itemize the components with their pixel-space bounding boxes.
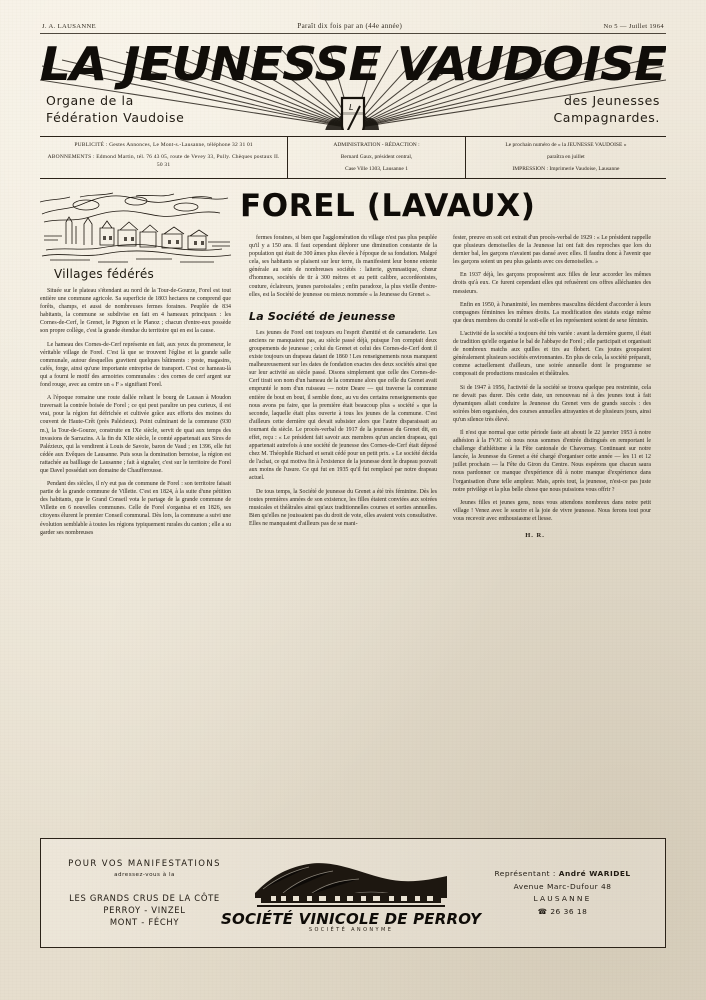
slug-left: J. A. LAUSANNE — [42, 23, 96, 30]
advert-brand-line3: MONT - FÉCHY — [109, 916, 180, 927]
paragraph: De tous temps, la Société de jeunesse du Grenet a été très féminine. Dès les toutes premières années de son existence, les filles étaient conviées aux soirées musicales et théâtrales ainsi qu'aux traditionnelles courses et sorties annuelles. Bien qu'elles ne jouissaient pas du droit de vote, elles avaient voix consultative. Elles ne manquaient d'ailleurs pas de se mani- — [249, 488, 437, 527]
page-title: LA JEUNESSE VAUDOISE — [40, 38, 666, 91]
village-landscape-engraving-icon — [40, 188, 233, 266]
paragraph: Située sur le plateau s'étendant au nord de la Tour-de-Gourze, Forel est tout entière une commune agricole. Sa superficie de 1803 hectares ne comprend que forêts, champs, et aussi de nombreuses fermes foraines. Peuplée de 834 habitants, la commune se subdivise en fait en 4 hameaux principaux : les Cornes-de-Cerf, le Grenet, le Pignon et le Planoz ; chacun d'entre-eux possède son propre collège, c'est la grande étendue du territoire qui en est la cause. — [40, 288, 231, 335]
paragraph: A l'époque romaine une route dallée reliant le bourg de Lausan à Moudon traversait la contrée boisée de Forel ; ce qui peut paraître un peu curieux, il est vrai, pour la région fut défrichée et cultivée grâce aux efforts des moines du couvent de Haute-Crêt (près Palézieux). Point culminant de la commune (930 m.), la Tour-de-Gourze, construite en IXe siècle, servit de quai aux temps des invasions de Sarrazins. A la fin du XIIe siècle, le comté appartenait aux Sires de Palézieux, qui la vendirent à Louis de Savoie, baron de Vaud ; en 1396, elle fut cédée aux Evêques de Lausanne. Puis sous la domination bernoise, la région est rattachée au bailliage de Lausanne ; fait à signaler, c'est sur le territoire de Forel que Davel possédait son domaine de Chaufferousse. — [40, 395, 231, 474]
paragraph: Pendant des siècles, il n'y eut pas de commune de Forel : son territoire faisait partie de la grande commune de Villette. C'est en 1824, à la suite d'une pétition des habitants, que le Grand Conseil vota le partage de la grande commune de Villette en 6 nouvelles communes. Celle de Forel s'organisa et en 1826, ses citoyens élurent le premier Conseil communal. Dès lors, la commune a suivi une évolution semblable à toutes les régions typiquement rurales du canton ; elle a su garder ses nombreuses — [40, 481, 231, 536]
advert-rep-street: Avenue Marc-Dufour 48 — [513, 881, 612, 891]
notice-line3: IMPRESSION : Imprimerie Vaudoise, Lausanne — [512, 166, 620, 172]
paragraph: En 1937 déjà, les garçons proposèrent aux filles de leur accorder les mêmes droits qu'à eux. Ce furent cependant elles qui refusèrent ces offres alléchantes des messieurs. — [453, 272, 651, 295]
info-box-publicite — [40, 137, 288, 178]
headline-wrap — [240, 190, 651, 223]
paragraph: Il n'est que normal que cette période faste ait abouti le 22 janvier 1953 à notre adhésion à la FVJC où nous nous sommes d'entrée distingués en remportant le challenge d'athlétisme à la Fête cantonale de Chavornay. Continuant sur notre lancée, la Jeunesse du Grenet a été chargé d'organiser cette année — les 11 et 12 juillet prochain — la Fête du Giron du Centre. Nous espérons que chacun saura nous pardonner ce manque d'expérience dû à notre manque d'expérience dans l'organisation d'une telle ampleur. Mais, après tout, la jeunesse, n'est-ce pas juste notre privilège et la plus belle chose que nous puissions vous offrir ? — [453, 429, 651, 493]
svg-text:L: L — [349, 103, 354, 112]
advert-rep-phone: 26 36 18 — [550, 906, 588, 916]
slug-line — [40, 22, 666, 33]
subtitle-left-line1: Organe de la — [46, 93, 134, 108]
notice-line1: Le prochain numéro de « la JEUNESSE VAUDOISE » — [505, 142, 627, 148]
article-signature: H. R. — [525, 532, 545, 539]
masthead-subtitle-row — [40, 92, 666, 126]
subtitle-right-line2: Campagnardes. — [553, 110, 660, 125]
paragraph: Enfin en 1950, à l'unanimité, les membres masculins décident d'accorder à leurs compagnes féminines les mêmes droits. La modification des statuts exige même que deux membres du comité le soit-elle et les représentent soient de sexe féminin. — [453, 301, 651, 324]
advert-rep-phone-line — [460, 906, 665, 919]
advert-brand-lines — [47, 892, 242, 928]
subtitle-left-line2: Fédération Vaudoise — [46, 110, 185, 125]
illustration-caption: Villages fédérés — [54, 267, 155, 281]
paragraph: Le hameau des Cornes-de-Cerf représente en fait, aux yeux du promeneur, le véritable village de Forel. C'est là que se trouvent l'église et la grande salle communale, autour desquelles gravitent quelques bâtiments : poste, magasins, cafés, forge, ainsi qu'une importante entreprise de transport. C'est ce hameau-là qui a fourni le motif des armoiries communales : des cornes de cerf argent sur fond rouge, avec au centre un « F » signifiant Forel. — [40, 341, 231, 389]
masthead — [40, 38, 666, 130]
paragraph: Jeunes filles et jeunes gens, nous vous attendons nombreux dans notre petit village ! Venez avec le sourire et la joie de vivre jeunesse. Nous ferons tout pour vous recevoir avec enthousiasme et liesse. — [453, 499, 651, 522]
slug-right: No 5 — Juillet 1964 — [603, 23, 664, 30]
notice-line2: paraîtra en juillet — [547, 154, 585, 160]
advert-logo-subtext: SOCIÉTÉ ANONYME — [308, 927, 394, 933]
article-headline: FOREL (LAVAUX) — [240, 188, 536, 224]
advert-representative — [460, 868, 665, 918]
paragraph: Si de 1947 à 1956, l'activité de la société se trouva quelque peu restreinte, cela ne devait pas durer. Dès cette date, un renouveau né à des jeunes tout à fait dynamiques allait conduire la Jeunesse du Grenet vers de grands succès : des soirées bien organisées, des courses annuelles attrayantes et de plusieurs jours, ainsi qu'un silence très élevé. — [453, 384, 651, 423]
advertisement-societe-vinicole[interactable] — [40, 838, 666, 948]
paragraph: fester, preuve en soit cet extrait d'un procès-verbal de 1929 : « Le président rappelle que plusieurs demoiselles de la Jeunesse lui ont fait des reproches que lors du dernier bal, les garçons n'avaient pas dansé avec elles. Il faudra donc à l'avenir que les garçons soient un peu plus galants avec ces demoiselles. » — [453, 235, 651, 266]
advert-rep-name: André WARIDEL — [558, 869, 631, 878]
advert-brand-line1: LES GRANDS CRUS DE LA CÔTE — [69, 892, 220, 903]
advert-subline: adressez-vous à la — [114, 871, 175, 878]
admin-line1: Bernard Gaux, président central, — [340, 154, 413, 160]
advert-left-text — [41, 859, 242, 928]
admin-title: ADMINISTRATION - RÉDACTION : — [333, 142, 420, 148]
vaud-coat-of-arms-icon — [316, 90, 390, 130]
column-group-right — [240, 188, 657, 542]
section-heading: La Société de jeunesse — [249, 309, 396, 323]
column-middle — [240, 234, 445, 539]
advert-headline: POUR VOS MANIFESTATIONS — [68, 858, 221, 869]
paragraph: L'activité de la société a toujours été très variée : avant la dernière guerre, il était de tradition qu'elle organise le bal de l'abbaye de Forel ; elle participait et organisait de nombreux matchs aux quilles et tirs au flobert. Ces joutes groupaient généralement plusieurs sociétés environnantes. En plus de cela, la société préparait, comme actuellement d'ailleurs, une soirée annuelle dont le programme se composait de productions musicales et théâtrales. — [453, 330, 651, 378]
advert-rep-city: LAUSANNE — [533, 894, 592, 903]
admin-line2: Case Ville 1303, Lausanne 1 — [345, 166, 408, 172]
paragraph: fermes foraines, si bien que l'agglomération du village n'est pas plus peuplée qu'il y a 150 ans. Il faut cependant déplorer une diminution constante de la population qui était de 300 âmes plus élevée à l'époque de sa fondation. Malgré cela, ses habitants se plaisent sur leur terre, ils manifestent leur bonne entente générale au sein de nombreuses sociétés : laiterie, gymnastique, chœur d'hommes, sociétés de tir à 300 mètres et au petit calibre, accordéonistes, couture, éclaireurs, jeunes paroissiales ; enfin paradoxe, la plus vieille d'entre-elles, est la Société de jeunesse ou mieux nommée « la Jeunesse du Grenet ». — [249, 235, 437, 298]
publication-info-bar — [40, 136, 666, 179]
advert-logo-block — [220, 853, 482, 933]
advert-rep-line — [460, 868, 665, 881]
article-content — [40, 188, 666, 542]
slug-center: Paraît dix fois par an (44e année) — [297, 22, 403, 30]
subtitle-right-line1: des Jeunesses — [563, 93, 660, 108]
column-left — [40, 188, 240, 542]
header-rule — [40, 33, 666, 34]
abonnements-text: ABONNEMENTS : Edmond Martin, tél. 76 43 05, route de Vevey 33, Pully. Chèques postaux II. 50 31 — [47, 154, 280, 168]
info-box-notice — [466, 137, 666, 178]
masthead-subtitle-right — [553, 92, 660, 126]
column-right — [445, 234, 651, 539]
advert-logo-text: SOCIÉTÉ VINICOLE DE PERROY — [220, 910, 482, 928]
two-column-body — [240, 234, 657, 539]
telephone-icon: ☎ — [537, 906, 548, 916]
advert-rep-label: Représentant : — [494, 869, 556, 878]
masthead-title-wrap — [40, 38, 666, 90]
paragraph: Les jeunes de Forel ont toujours eu l'esprit d'amitié et de camaraderie. Les anciens ne manquaient pas, au siècle passé déjà, puisque l'on comptait deux groupements de jeunesse ; celui du Grenet et celui des Cornes-de-Cerf dont il existe toujours un drapeau datant de 1860 ! Les renseignements nous manquent malheureusement sur les dates de fondation exactes des deux sociétés ainsi que sur leur activité au siècle passé. Disons simplement que celle des Cornes-de-Cerf tirait son nom d'un hameau de la commune alors que celle du Grenet avait emprunté le nom d'un ruisseau — notre Deare — qui traverse la commune entière de bout en bout, il semble donc, au vu des certains renseignements que nous avons pu faire, que la première était beaucoup plus « société » que la seconde, laquelle était plus ouverte à tous les jeunes de la commune. C'est d'ailleurs cette dernière qui devait subsister alors que l'autre disparaissait au tournant du siècle. Le procès-verbal de 1917 de la jeunesse du Grenet dit, en effet, reçu : « Le président fait savoir aux membres qu'un ancien drapeau, qui appartenait autrefois à une société de jeunesse des Cornes-de-Cerf était déposé chez M. Théophile Richard et serait cédé pour un petit prix. » Le société décida de l'achat, ce qui motiva fin à l'existence de la jeunesse dont le drapeau pouvait aux moins de l'usure. Ce qui fut en 1935 qu'il fut remplacé par notre drapeau actuel. — [249, 329, 437, 482]
advert-brand-line2: PERROY - VINZEL — [103, 904, 186, 915]
publicite-text: PUBLICITÉ : Gestes Annonces, Le Mont-s.-Lausanne, téléphone 32 31 01 — [74, 142, 253, 148]
page-sheet — [40, 22, 666, 542]
info-box-administration — [288, 137, 466, 178]
vineyard-hills-engraving-icon — [253, 853, 449, 909]
masthead-subtitle-left — [46, 92, 184, 126]
